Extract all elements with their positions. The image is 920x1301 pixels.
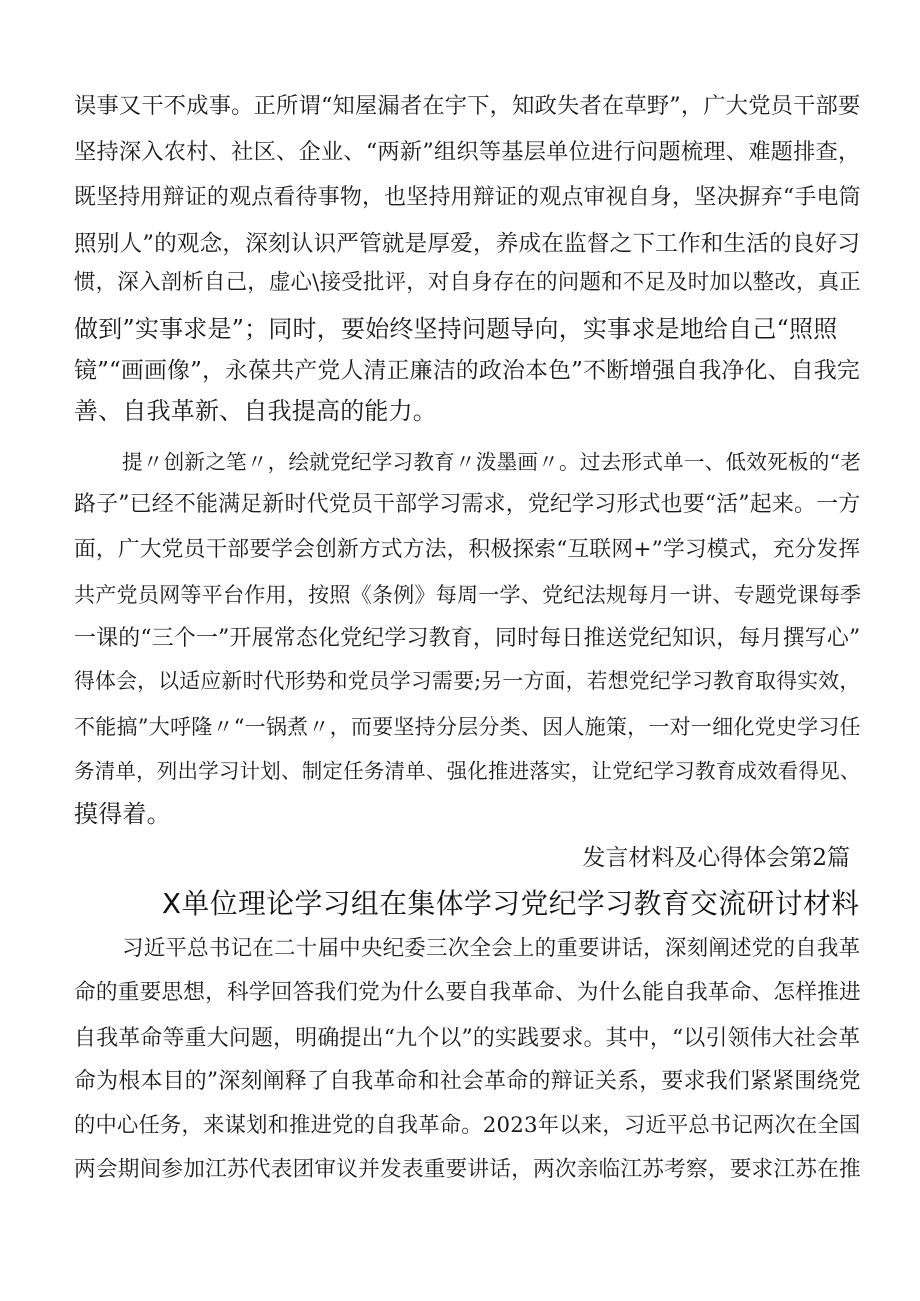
paragraph-line: 误事又干不成事。正所谓“知屋漏者在宇下，知政失者在草野”，广大党员干部要: [74, 93, 861, 119]
paragraph-line: 做到”实事求是”；同时，要始终坚持问题导向，实事求是地给自己“照照: [74, 315, 838, 343]
paragraph-line: 镜”“画画像”，永葆共产党人清正廉洁的政治本色”不断增强自我净化、自我完: [74, 358, 860, 384]
paragraph-line: 提〃创新之笔〃，绘就党纪学习教育〃泼墨画〃。过去形式单一、低效死板的“老: [122, 450, 862, 474]
paragraph-line: 善、自我革新、自我提高的能力。: [74, 397, 437, 425]
section-label: 发言材料及心得体会第2篇: [582, 845, 850, 871]
paragraph-line: 不能搞”大呼隆〃“一锅煮〃，而要坚持分层分类、因人施策，一对一细化党史学习任: [74, 714, 861, 739]
paragraph-line: 两会期间参加江苏代表团审议并发表重要讲话，两次亲临江苏考察，要求江苏在推: [74, 1157, 861, 1182]
paragraph-line: 面，广大党员干部要学会创新方式方法，积极探索“互联网+”学习模式，充分发挥: [74, 537, 861, 562]
paragraph-line: 的中心任务，来谋划和推进党的自我革命。2023年以来，习近平总书记两次在全国: [74, 1113, 861, 1138]
paragraph-line: 得体会，以适应新时代形势和党员学习需要;另一方面，若想党纪学习教育取得实效，: [74, 669, 861, 693]
section-title: X单位理论学习组在集体学习党纪学习教育交流研讨材料: [162, 887, 860, 920]
paragraph-line: 惯，深入剖析自己，虚心\接受批评，对自身存在的问题和不足及时加以整改，真正: [74, 270, 861, 295]
paragraph-line: 一课的“三个一”开展常态化党纪学习教育，同时每日推送党纪知识，每月撰写心”: [74, 626, 861, 651]
paragraph-line: 共产党员网等平台作用，按照《条例》每周一学、党纪法规每月一讲、专题党课每季: [74, 582, 862, 607]
paragraph-line: 照别人”的观念，深刻认识严管就是厚爱，养成在监督之下工作和生活的良好习: [74, 231, 861, 257]
paragraph-line: 命为根本目的”深刻阐释了自我革命和社会革命的辩证关系，要求我们紧紧围绕党: [74, 1069, 861, 1094]
paragraph-line: 坚持深入农村、社区、企业、“两新”组织等基层单位进行问题梳理、难题排查，: [74, 139, 861, 165]
paragraph-line: 自我革命等重大问题，明确提出“九个以”的实践要求。其中，“以引领伟大社会革: [74, 1026, 861, 1051]
paragraph-line: 既坚持用辩证的观点看待事物，也坚持用辩证的观点审视自身，坚决摒弃“手电筒: [74, 185, 861, 210]
paragraph-line: 摸得着。: [74, 800, 171, 828]
paragraph-line: 习近平总书记在二十届中央纪委三次全会上的重要讲话，深刻阐述党的自我革: [122, 936, 861, 961]
paragraph-line: 命的重要思想，科学回答我们党为什么要自我革命、为什么能自我革命、怎样推进: [74, 980, 861, 1005]
paragraph-line: 务清单，列出学习计划、制定任务清单、强化推进落实，让党纪学习教育成效看得见、: [74, 759, 861, 783]
paragraph-line: 路子”已经不能满足新时代党员干部学习需求，党纪学习形式也要“活”起来。一方: [74, 492, 861, 517]
